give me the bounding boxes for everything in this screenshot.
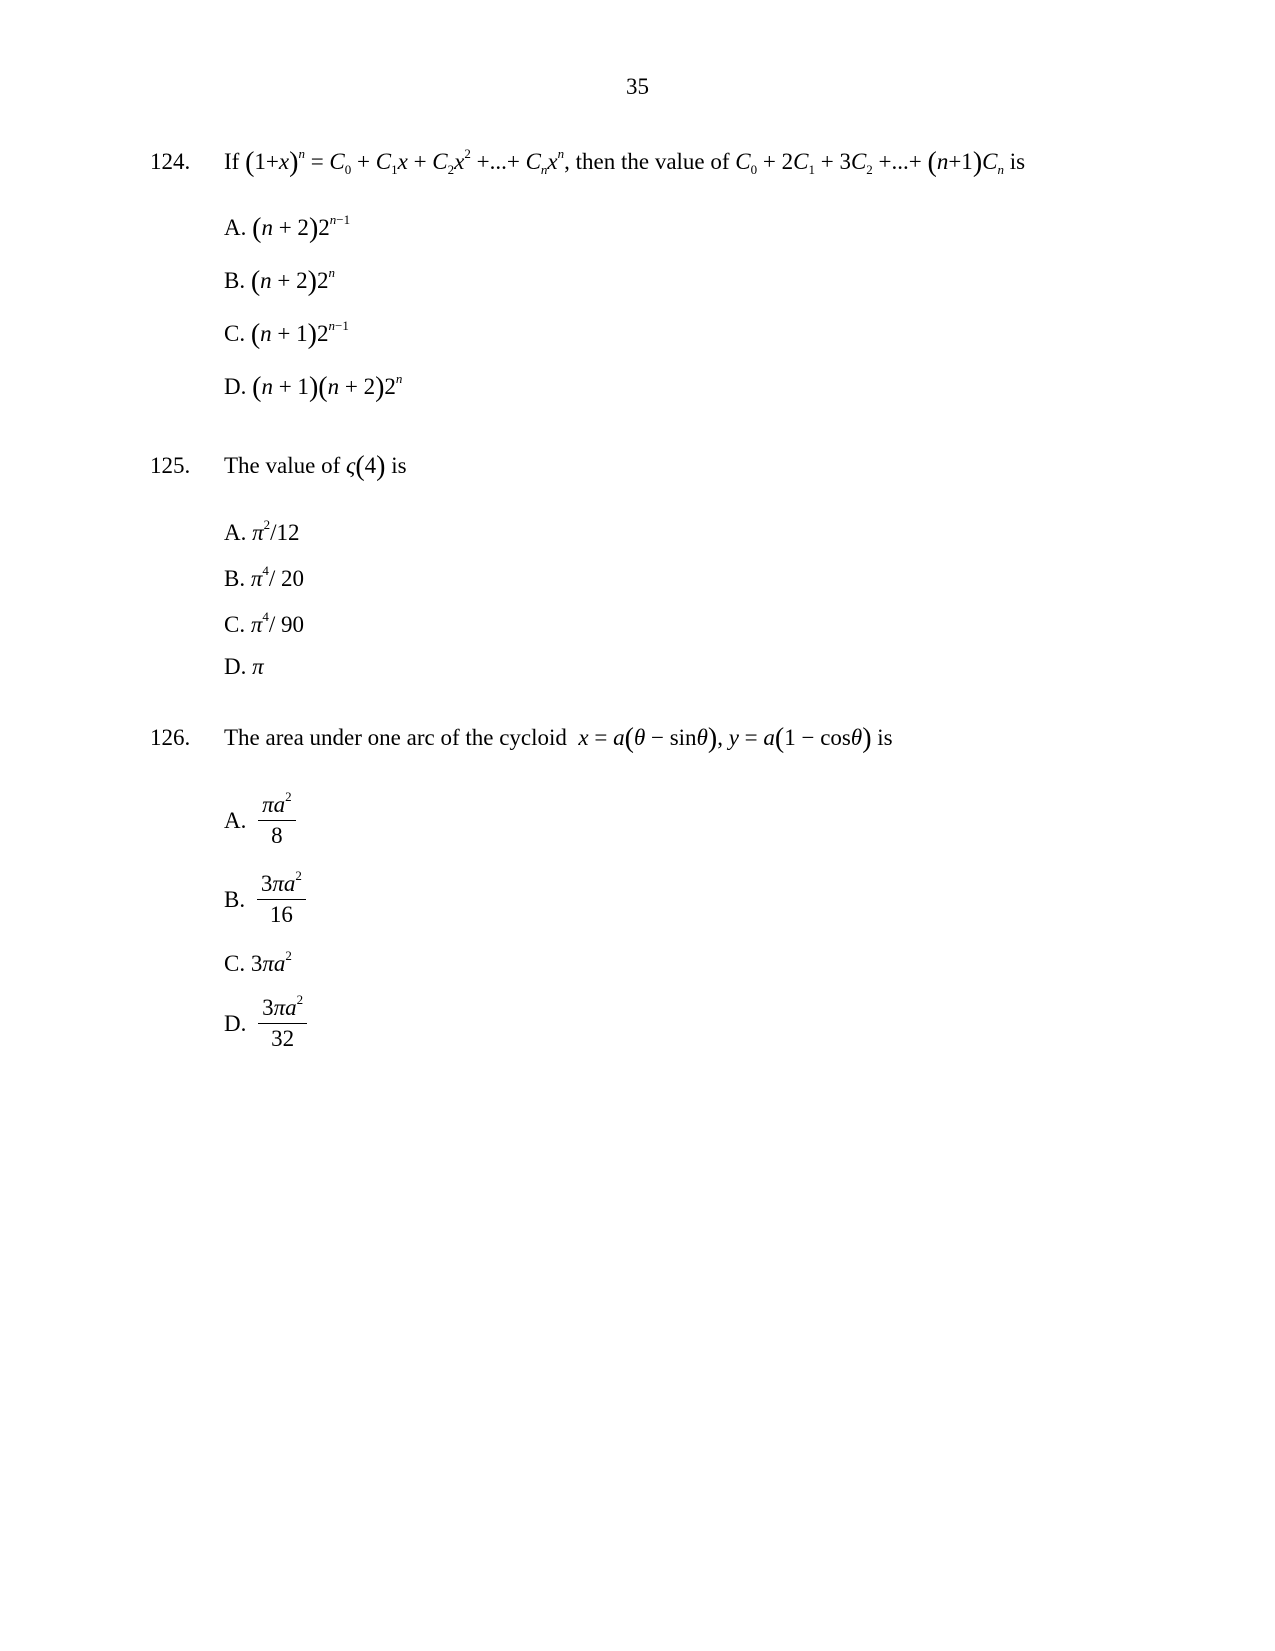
option-math: $3\pi a^2$ xyxy=(250,948,292,976)
page-number: 35 xyxy=(626,74,649,99)
question-intro: If xyxy=(224,149,240,174)
option-tail: / 90 xyxy=(268,612,305,637)
option-d[interactable] xyxy=(224,992,307,1052)
fraction-denominator: 16 xyxy=(269,902,293,927)
option-label: D. xyxy=(224,1010,247,1036)
math-expression: ς(4) xyxy=(345,451,386,482)
fraction-numerator: $3\pi a^2$ xyxy=(257,871,306,900)
question-intro: The area under one arc of the cycloid xyxy=(224,725,567,750)
option-label: A. xyxy=(224,520,247,545)
option-a[interactable] xyxy=(224,789,296,849)
math-expression: $C_0 + 2C_1 + 3C_2$ +...+ $(n+1)C_n$ xyxy=(735,147,1004,178)
option-math: π xyxy=(252,654,264,679)
option-math: $(n + 1)(n + 2)2^n$ xyxy=(252,371,403,403)
option-label: C. xyxy=(224,951,246,976)
option-a[interactable] xyxy=(224,517,300,546)
option-label: C. xyxy=(224,612,246,637)
option-d[interactable] xyxy=(224,654,264,680)
question-number: 126. xyxy=(150,725,191,750)
option-label: B. xyxy=(224,268,246,293)
question-mid: , then the value of xyxy=(564,149,730,174)
option-tail: / 20 xyxy=(268,566,305,591)
option-d[interactable] xyxy=(224,371,403,403)
question-text xyxy=(224,723,893,754)
option-c[interactable] xyxy=(224,609,305,638)
fraction-numerator: $3\pi a^2$ xyxy=(258,995,307,1024)
option-math: $(n + 2)2^n$ xyxy=(250,265,335,297)
question-number: 124. xyxy=(150,149,191,174)
option-label: B. xyxy=(224,566,246,591)
option-tail: /12 xyxy=(270,520,300,545)
fraction-numerator: $\pi a^2$ xyxy=(258,792,296,821)
option-label: D. xyxy=(224,654,247,679)
option-math: $\pi^4$ xyxy=(250,609,269,637)
question-text xyxy=(224,146,1026,178)
option-b[interactable] xyxy=(224,265,335,297)
fraction-denominator: 8 xyxy=(271,823,283,848)
option-label: C. xyxy=(224,321,246,346)
option-b[interactable] xyxy=(224,868,306,928)
option-label: A. xyxy=(224,807,247,833)
option-math: $\pi^2$ xyxy=(252,517,271,545)
option-c[interactable] xyxy=(224,948,292,977)
question-intro: The value of xyxy=(224,453,341,478)
question-text xyxy=(224,451,407,482)
option-label: B. xyxy=(224,886,246,912)
option-fraction xyxy=(258,992,307,1052)
option-b[interactable] xyxy=(224,563,305,592)
option-a[interactable] xyxy=(224,212,351,244)
question-end: is xyxy=(877,725,893,750)
question-end: is xyxy=(1009,149,1026,174)
option-fraction xyxy=(257,868,306,928)
question-end: is xyxy=(391,453,407,478)
fraction-denominator: 32 xyxy=(271,1026,295,1051)
option-label: A. xyxy=(224,215,247,240)
option-math: $\pi^4$ xyxy=(250,563,269,591)
math-expression: x = a(θ − sinθ), y = a(1 − cosθ) xyxy=(578,723,872,754)
option-math: $(n + 1)2^{n-1}$ xyxy=(250,318,349,350)
option-math: $(n + 2)2^{n-1}$ xyxy=(252,212,351,244)
option-fraction xyxy=(258,789,296,849)
question-number: 125. xyxy=(150,453,191,478)
option-label: D. xyxy=(224,374,247,399)
math-expression: $(1+x)^n = C_0 + C_1x + C_2x^2$ +...+ $C_nx^n$ xyxy=(245,146,565,178)
option-c[interactable] xyxy=(224,318,349,350)
